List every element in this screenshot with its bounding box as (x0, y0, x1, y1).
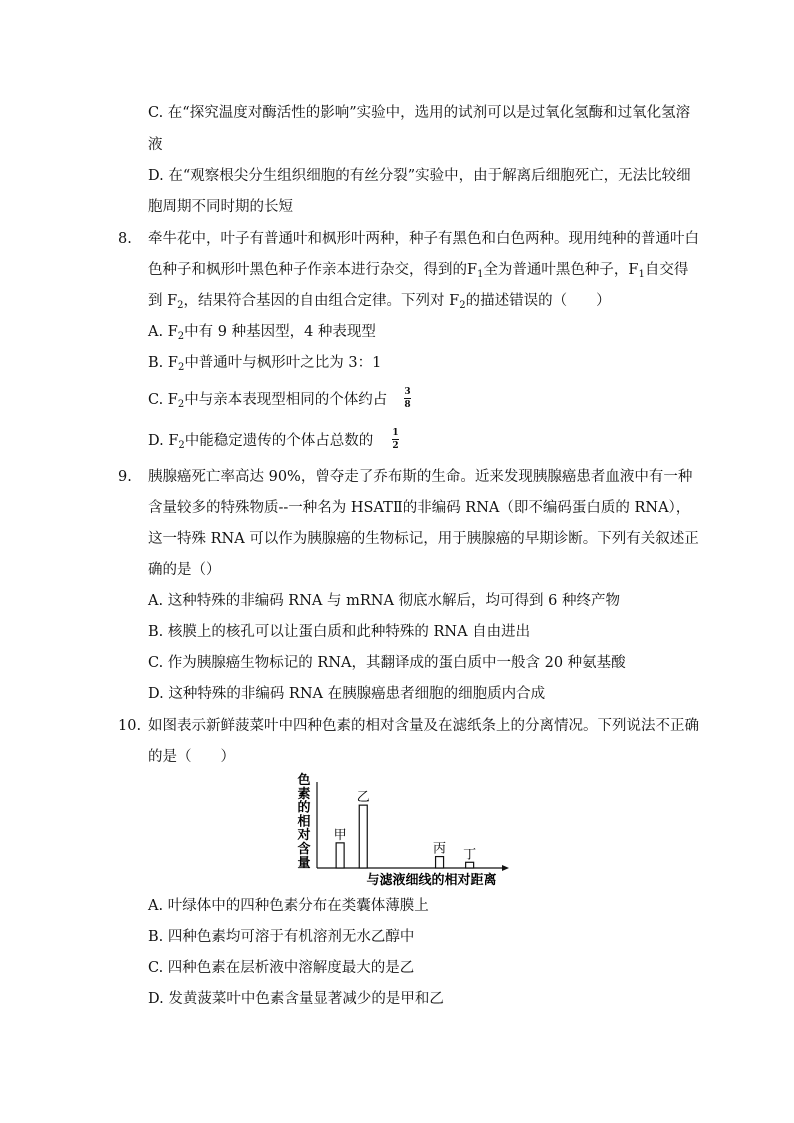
q9-option-d: D. 这种特殊的非编码 RNA 在胰腺癌患者细胞的细胞质内合成 (148, 686, 546, 702)
q10-stem-line1: 如图表示新鲜菠菜叶中四种色素的相对含量及在滤纸条上的分离情况。下列说法不正确 (148, 718, 699, 734)
q8-option-d-fraction (392, 428, 399, 451)
chart-ylabel-char: 相 (297, 814, 311, 830)
q8-option-d-sub: 2 (178, 440, 185, 451)
q8-stem-line3-part2: ，结果符合基因的自由组合定律。下列对 F (183, 293, 460, 309)
q8-option-a-sub: 2 (177, 331, 185, 342)
q8-number: 8. (118, 231, 132, 247)
q8-sub-2a: 2 (177, 300, 184, 311)
q8-option-c-fraction (404, 387, 411, 410)
q7-option-c-line1: C. 在“探究温度对酶活性的影响”实验中，选用的试剂可以是过氧化氢酶和过氧化氢溶 (148, 105, 691, 121)
q8-option-b-sub: 2 (177, 362, 185, 373)
q8-sub-1a: 1 (477, 269, 484, 280)
q8-option-c-numerator: 3 (404, 387, 411, 397)
chart-bar-4 (466, 862, 474, 868)
q10-option-b: B. 四种色素均可溶于有机溶剂无水乙醇中 (148, 929, 415, 945)
q8-option-c-post: 中与亲本表现型相同的个体约占 (184, 392, 388, 408)
q9-option-a: A. 这种特殊的非编码 RNA 与 mRNA 彻底水解后，均可得到 6 种终产物 (148, 593, 620, 609)
chart-bar-2 (359, 805, 367, 868)
q10-option-d: D. 发黄菠菜叶中色素含量显著减少的是甲和乙 (148, 991, 444, 1007)
q9-number: 9. (118, 469, 132, 485)
chart-bars (334, 790, 477, 868)
q9-option-b: B. 核膜上的核孔可以让蛋白质和此种特殊的 RNA 自由进出 (148, 624, 531, 640)
q8-option-c-pre: C. F (148, 392, 178, 408)
q8-option-a-pre: A. F (148, 324, 178, 340)
pigment-chart (290, 770, 520, 890)
chart-ylabel-char: 对 (297, 828, 311, 844)
q8-option-d-post: 中能稳定遗传的个体占总数的 (184, 433, 374, 449)
q8-stem-line2-part2: 全为普通叶黑色种子，F (483, 262, 639, 278)
chart-bar-1 (336, 843, 344, 868)
q8-option-d-denominator: 2 (392, 441, 399, 451)
q8-sub-1b: 1 (638, 269, 645, 280)
chart-bar-3 (436, 857, 444, 868)
q8-option-d-pre: D. F (148, 433, 179, 449)
q8-stem-line3-part3: 的描述错误的（ ） (465, 293, 611, 309)
q9-stem-line3: 这一特殊 RNA 可以作为胰腺癌的生物标记，用于胰腺癌的早期诊断。下列有关叙述正 (148, 531, 699, 547)
q7-option-c-line2: 液 (148, 137, 163, 153)
chart-ylabel-char: 含 (297, 842, 311, 857)
q7-option-d-line1: D. 在“观察根尖分生组织细胞的有丝分裂”实验中，由于解离后细胞死亡，无法比较细 (148, 168, 691, 184)
q8-stem-line2 (148, 260, 688, 280)
q9-stem-line1: 胰腺癌死亡率高达 90%，曾夺走了乔布斯的生命。近来发现胰腺癌患者血液中有一种 (148, 469, 693, 485)
chart-bar-label-1: 甲 (333, 827, 347, 843)
chart-ylabel-char: 的 (297, 800, 311, 816)
q8-option-c (148, 390, 387, 410)
chart-ylabel-char: 素 (297, 786, 311, 802)
chart-ylabel-char: 色 (297, 773, 311, 788)
q10-stem-line2: 的是（ ） (148, 749, 235, 765)
q8-stem-line1: 牵牛花中，叶子有普通叶和枫形叶两种，种子有黑色和白色两种。现用纯种的普通叶白 (148, 231, 699, 247)
q10-option-c: C. 四种色素在层析液中溶解度最大的是乙 (148, 960, 415, 976)
q8-option-b (148, 353, 381, 373)
q8-option-b-pre: B. F (148, 355, 178, 371)
q8-stem-line3 (148, 291, 611, 311)
q8-option-b-post: 中普通叶与枫形叶之比为 3：1 (184, 355, 382, 371)
q8-option-a (148, 322, 376, 342)
q8-sub-2b: 2 (459, 300, 466, 311)
chart-bar-label-2: 乙 (356, 790, 370, 806)
q8-option-a-post: 中有 9 种基因型，4 种表现型 (184, 324, 376, 340)
q9-stem-line2: 含量较多的特殊物质--一种名为 HSATⅡ的非编码 RNA（即不编码蛋白质的 RNA）， (148, 500, 691, 516)
q8-option-c-denominator: 8 (404, 400, 411, 410)
q8-stem-line2-part1: 色种子和枫形叶黑色种子作亲本进行杂交，得到的F (148, 262, 478, 278)
q8-stem-line3-part1: 到 F (148, 293, 178, 309)
chart-bar-label-3: 丙 (433, 841, 447, 857)
q7-option-d-line2: 胞周期不同时期的长短 (148, 199, 293, 215)
chart-ylabel-char: 量 (297, 855, 311, 871)
chart-xlabel: 与滤液细线的相对距离 (366, 873, 497, 888)
q10-option-a: A. 叶绿体中的四种色素分布在类囊体薄膜上 (148, 898, 429, 914)
q10-number: 10. (118, 718, 142, 734)
q8-stem-line2-part3: 自交得 (644, 262, 689, 278)
fraction-bar (392, 439, 399, 440)
q8-option-c-sub: 2 (177, 399, 185, 410)
fraction-bar (404, 398, 411, 399)
q8-option-d (148, 431, 373, 451)
chart-x-axis-arrow (502, 865, 509, 871)
q9-stem-line4: 确的是（） (148, 562, 221, 578)
q9-option-c: C. 作为胰腺癌生物标记的 RNA，其翻译成的蛋白质中一般含 20 种氨基酸 (148, 655, 626, 671)
chart-bar-label-4: 丁 (463, 847, 477, 863)
chart-ylabel (296, 772, 310, 871)
q8-option-d-numerator: 1 (392, 428, 399, 438)
